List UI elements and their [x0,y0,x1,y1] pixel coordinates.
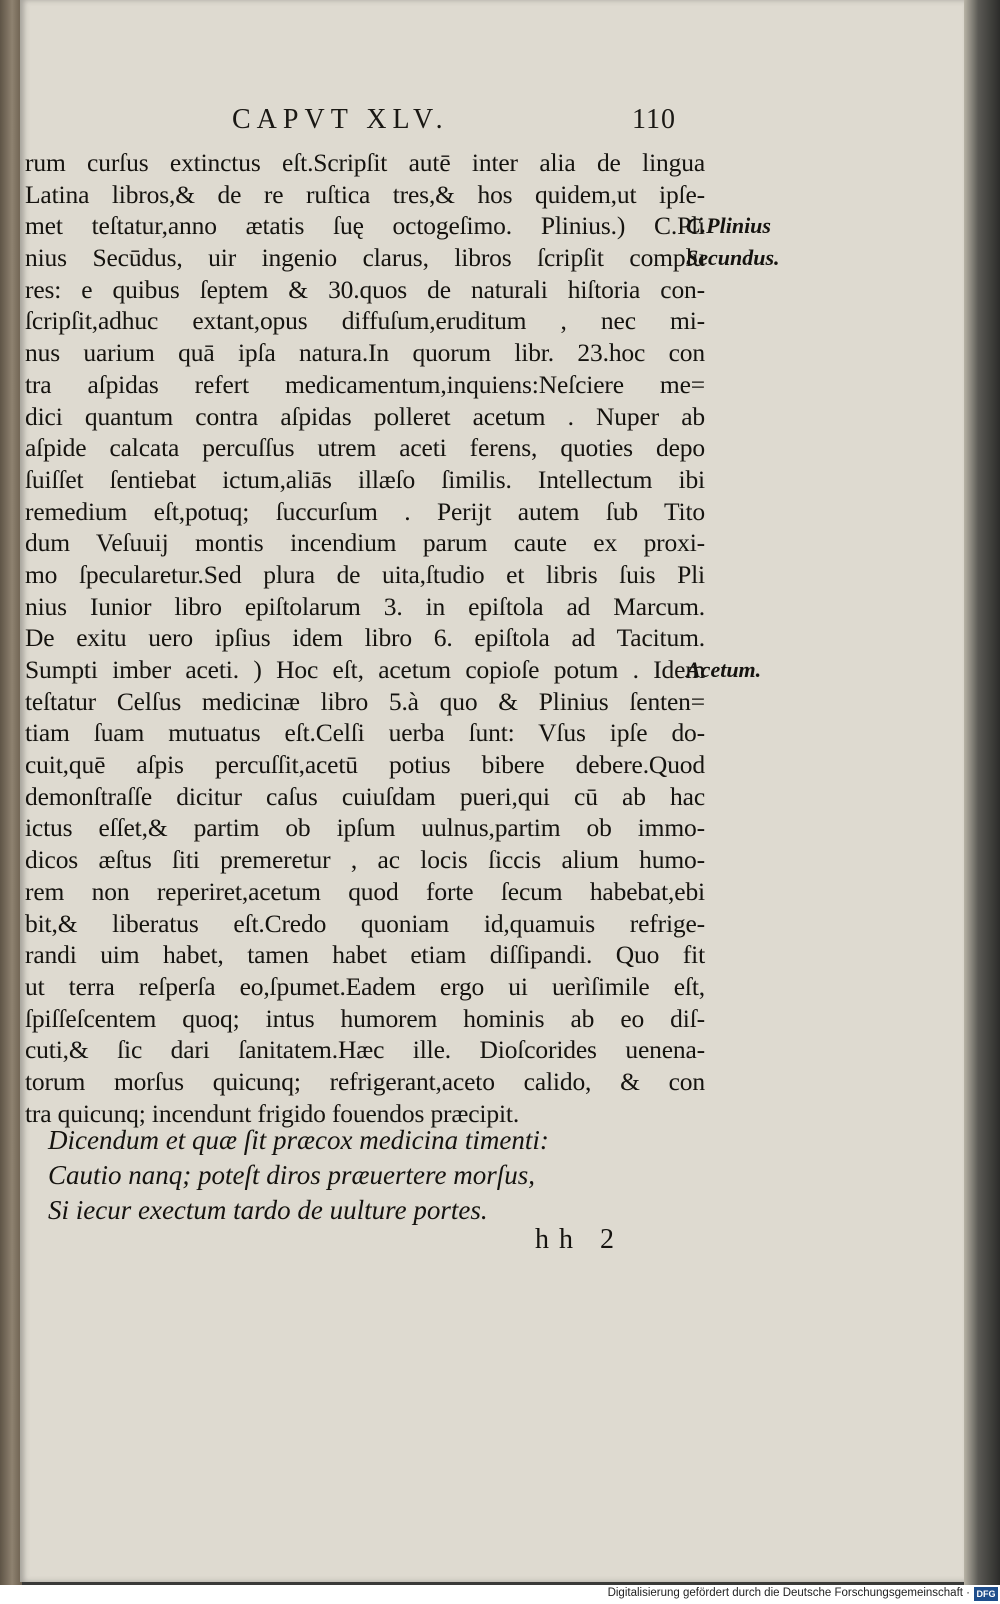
marginal-note: Acetum. [686,657,762,683]
text-line: cuti,& ſic dari ſanitatem.Hæc ille. Dioſcorides uenena- [25,1035,705,1065]
text-line: remedium eſt,potuq; ſuccurſum . Periјt autem ſub Tito [25,496,705,526]
signature-mark: hh 2 [535,1224,624,1255]
text-line: torum morſus quicunq; refrigerant,aceto calido, & con [25,1066,705,1096]
verse-line: Si iecur exectum tardo de uulture portes. [48,1195,488,1225]
chapter-heading: CAPVT XLV. [232,104,449,135]
text-line: dicos æſtus ſiti premeretur , ac locis ſiccis alium humo- [25,845,705,875]
text-line: teſtatur Celſus medicinæ libro 5.à quo & Plinius ſenten= [25,686,705,716]
funding-credit: Digitalisierung gefördert durch die Deutsche Forschungsgemeinschaft · [607,1587,970,1599]
text-line: Sumpti imber aceti. ) Hoc eſt, acetum copioſe potum . Idem [25,655,705,684]
text-line: tra aſpidas refert medicamentum,inquiens:Neſciere me= [25,369,705,399]
text-line: ſcripſit,adhuc extant,opus diffuſum,eruditum , nec mi- [25,306,705,336]
text-line: ictus eſſet,& partim ob ipſum uulnus,partim ob immo- [25,813,705,843]
main-text-block [25,147,705,1129]
text-line: Latina libros,& de re ruſtica tres,& hos quidem,ut ipſe- [25,179,705,209]
text-line: rum curſus extinctus eſt.Scripſit autē inter alia de lingua [25,148,705,177]
text-line: met teſtatur,anno ætatis ſuę octogeſimo. Plinius.) C.Pli [25,211,705,241]
marginal-note: Secundus. [686,245,780,271]
text-line: res: e quibus ſeptem & 30.quos de naturali hiſtoria con- [25,274,705,304]
text-line: bit,& liberatus eſt.Credo quoniam id,quamuis refrige- [25,908,705,938]
text-line: dici quantum contra aſpidas polleret acetum . Nuper ab [25,401,705,431]
marginal-note: C.Plinius [686,213,771,239]
text-line: ſuiſſet ſentiebat ictum,aliās illæſo ſimilis. Intellectum ibi [25,464,705,494]
text-line: tiam ſuam mutuatus eſt.Celſi uerba ſunt: Vſus ipſe do- [25,718,705,748]
text-line: mo ſpecularetur.Sed plura de uita,ſtudio et libris ſuis Pli [25,559,705,589]
footer-bar [0,1585,1000,1604]
marginal-notes [686,147,826,707]
text-line: rem non reperiret,acetum quod forte ſecum habebat,ebi [25,876,705,906]
verse-line: Dicendum et quæ ſit præcox medicina timenti: [48,1125,549,1155]
verse-block [48,1123,668,1228]
text-line: nus uarium quā ipſa natura.In quorum libr. 23.hoc con [25,338,705,368]
text-line: demonſtraſſe dicitur caſus cuiuſdam pueri,qui cū ab hac [25,781,705,811]
text-line: ſpiſſeſcentem quoq; intus humorem hominis ab eo diſ- [25,1003,705,1033]
verse-line: Cautio nanq; poteſt diros præuertere morſus, [48,1160,536,1190]
text-line: nius Iunior libro epiſtolarum 3. in epiſtola ad Marcum. [25,591,705,621]
book-binding-edge [0,0,22,1585]
text-line: cuit,quē aſpis percuſſit,acetū potius bibere debere.Quod [25,750,705,780]
text-line: nius Secūdus, uir ingenio clarus, libros ſcripſit complu [25,243,705,273]
scan-right-edge [964,0,1000,1585]
text-line: aſpide calcata percuſſus utrem aceti ferens, quoties depo [25,433,705,463]
text-line: De exitu uero ipſius idem libro 6. epiſtola ad Tacitum. [25,623,705,653]
running-head [20,104,964,144]
text-line: tra quicunq; incendunt frigido fouendos præcipit. [25,1098,520,1128]
text-line: randi uim habet, tamen habet etiam diſſipandi. Quo fit [25,940,705,970]
dfg-logo-icon: DFG [974,1587,998,1601]
book-page [20,0,964,1582]
folio-number: 110 [632,104,676,135]
text-line: ut terra reſperſa eo,ſpumet.Eadem ergo ui uerìſimile eſt, [25,971,705,1001]
text-line: dum Veſuuij montis incendium parum caute ex proxi- [25,528,705,558]
